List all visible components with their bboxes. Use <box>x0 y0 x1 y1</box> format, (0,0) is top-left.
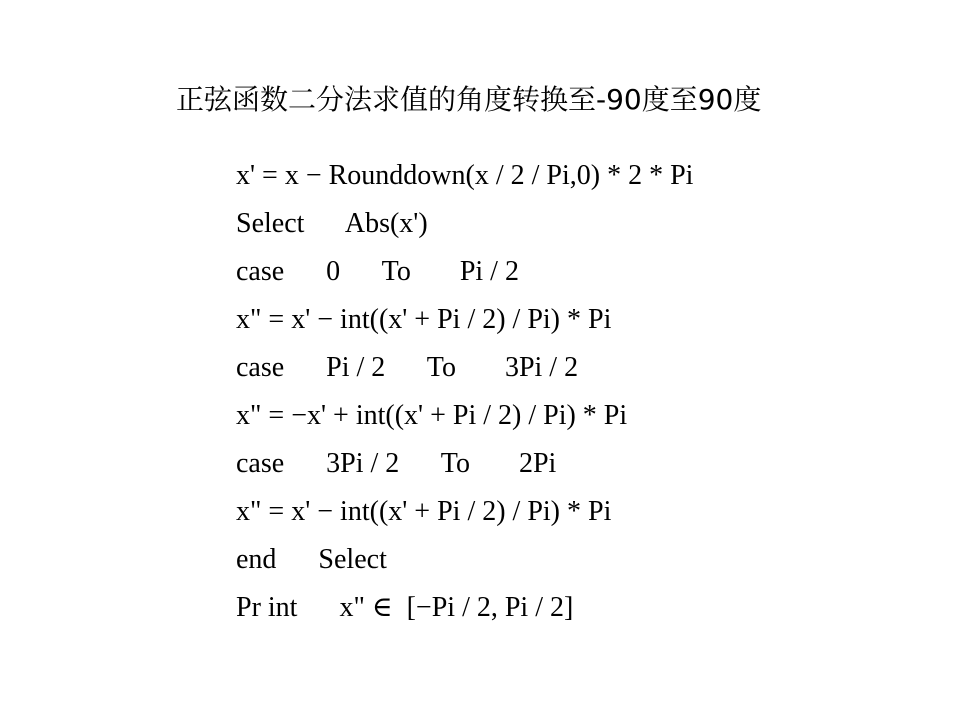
slide-title: 正弦函数二分法求值的角度转换至-90度至90度 <box>176 83 762 116</box>
formula-line-case-3: case 3Pi / 2 To 2Pi <box>236 448 557 479</box>
formula-line-end-select: end Select <box>236 544 387 575</box>
formula-line-print: Pr int x" ∈ [−Pi / 2, Pi / 2] <box>236 592 574 623</box>
formula-line-assign-1: x" = x' − int((x' + Pi / 2) / Pi) * Pi <box>236 304 612 335</box>
formula-line-select: Select Abs(x') <box>236 208 428 239</box>
formula-line-case-1: case 0 To Pi / 2 <box>236 256 519 287</box>
formula-line-assign-2: x" = −x' + int((x' + Pi / 2) / Pi) * Pi <box>236 400 628 431</box>
formula-line-angle-reduction: x' = x − Rounddown(x / 2 / Pi,0) * 2 * Pi <box>236 160 694 191</box>
formula-line-assign-3: x" = x' − int((x' + Pi / 2) / Pi) * Pi <box>236 496 612 527</box>
formula-line-case-2: case Pi / 2 To 3Pi / 2 <box>236 352 579 383</box>
